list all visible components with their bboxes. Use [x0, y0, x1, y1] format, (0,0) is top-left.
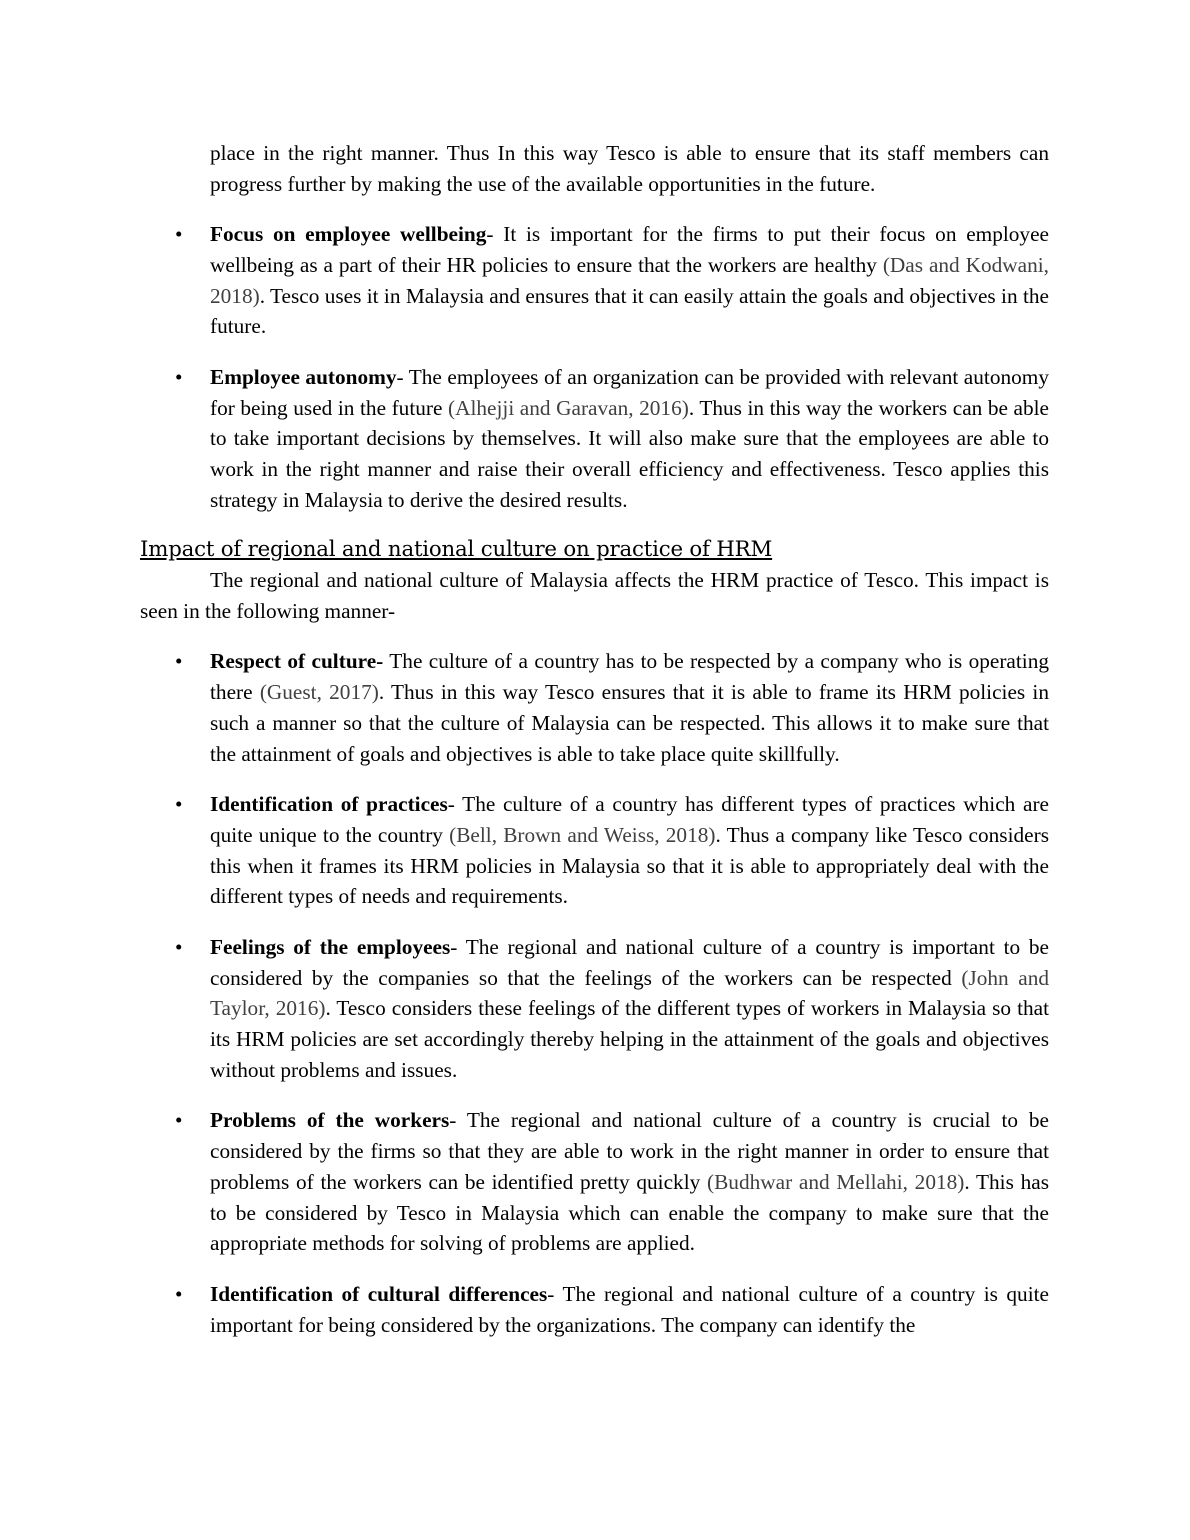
bullet-text: The culture of a country has to be respected by a company who is operating there — [210, 649, 1049, 705]
bullet-icon: • — [175, 364, 183, 389]
page-content — [140, 138, 1049, 1340]
section-heading: Impact of regional and national culture on practice of HRM — [140, 536, 773, 562]
list-item — [140, 1105, 1049, 1259]
bullet-text-cont: . This has to be considered by Tesco in Malaysia which can enable the company to make sure that the appropriate methods for solving of problems are applied. — [210, 1169, 1050, 1256]
bullet-icon: • — [175, 1281, 183, 1306]
opening-paragraph: place in the right manner. Thus In this way Tesco is able to ensure that its staff members can progress further by making the use of the available opportunities in the future. — [210, 141, 1049, 196]
bullet-term: Identification of cultural differences — [210, 1281, 548, 1306]
bullet-term: Problems of the workers — [210, 1108, 450, 1133]
list-item — [140, 1279, 1049, 1341]
bullet-text: - The regional and national culture of a country is quite important for being considered by the organizations. The company can identify the — [210, 1281, 1049, 1337]
bullet-term: Feelings of the employees — [210, 934, 451, 959]
bullet-icon: • — [175, 222, 183, 247]
bullet-text-cont: . Thus a company like Tesco considers this when it frames its HRM policies in Malaysia so that it is able to appropriately deal with the different types of needs and requirements. — [210, 822, 1049, 909]
bullet-text-cont: . Tesco uses it in Malaysia and ensures that it can easily attain the goals and objectives in the future. — [210, 283, 1049, 339]
citation: (Budhwar and Mellahi, 2018) — [707, 1169, 965, 1194]
bullet-icon: • — [175, 649, 183, 674]
citation: (John and Taylor, 2016) — [210, 965, 1049, 1021]
citation: (Bell, Brown and Weiss, 2018) — [449, 822, 716, 847]
bullet-text: - It is important for the firms to put their focus on employee wellbeing as a part of their HR policies to ensure that the workers are healthy — [210, 222, 1049, 277]
list-item — [140, 219, 1049, 342]
citation: (Guest, 2017) — [259, 680, 379, 705]
bullet-list-hr-policies — [140, 219, 1049, 516]
bullet-icon: • — [175, 1108, 183, 1133]
citation: (Das and Kodwani, 2018) — [210, 252, 1049, 308]
bullet-text-cont: . Thus in this way the workers can be able to take important decisions by themselves. It will also make sure that the employees are able to work in the right manner and raise their overall efficiency and effectiveness. Tesco applies this strategy in Malaysia to derive the desired results. — [210, 395, 1049, 512]
bullet-term: Identification of practices — [210, 792, 448, 817]
bullet-icon: • — [175, 934, 183, 959]
bullet-icon: • — [175, 792, 183, 817]
bullet-list-culture-impact — [140, 646, 1049, 1340]
list-item — [140, 362, 1049, 516]
list-item — [140, 789, 1049, 912]
bullet-text-cont: . Tesco considers these feelings of the different types of workers in Malaysia so that its HRM policies are set accordingly thereby helping in the attainment of the goals and objectives without problems and issues. — [210, 996, 1049, 1082]
bullet-text: - The regional and national culture of a country is crucial to be considered by the firms so that they are able to work in the right manner in order to ensure that problems of the workers can be identified pretty quickly — [210, 1108, 1050, 1194]
bullet-term: Employee autonomy — [210, 364, 397, 389]
list-item — [140, 646, 1049, 769]
list-item — [140, 932, 1049, 1086]
bullet-term: Respect of culture- — [210, 649, 384, 674]
bullet-term: Focus on employee wellbeing — [210, 222, 487, 247]
bullet-text: - The employees of an organization can be provided with relevant autonomy for being used in the future — [210, 364, 1049, 420]
bullet-text: - The culture of a country has different types of practices which are quite unique to the country — [210, 792, 1049, 847]
bullet-text: - The regional and national culture of a country is important to be considered by the companies so that the feelings of the workers can be respected — [210, 934, 1049, 990]
section-intro: The regional and national culture of Malaysia affects the HRM practice of Tesco. This impact is seen in the following manner- — [140, 567, 1049, 623]
citation: (Alhejji and Garavan, 2016) — [448, 395, 689, 420]
bullet-text-cont: . Thus in this way Tesco ensures that it is able to frame its HRM policies in such a manner so that the culture of Malaysia can be respected. This allows it to make sure that the attainment of goals and objectives is able to take place quite skillfully. — [210, 680, 1049, 766]
